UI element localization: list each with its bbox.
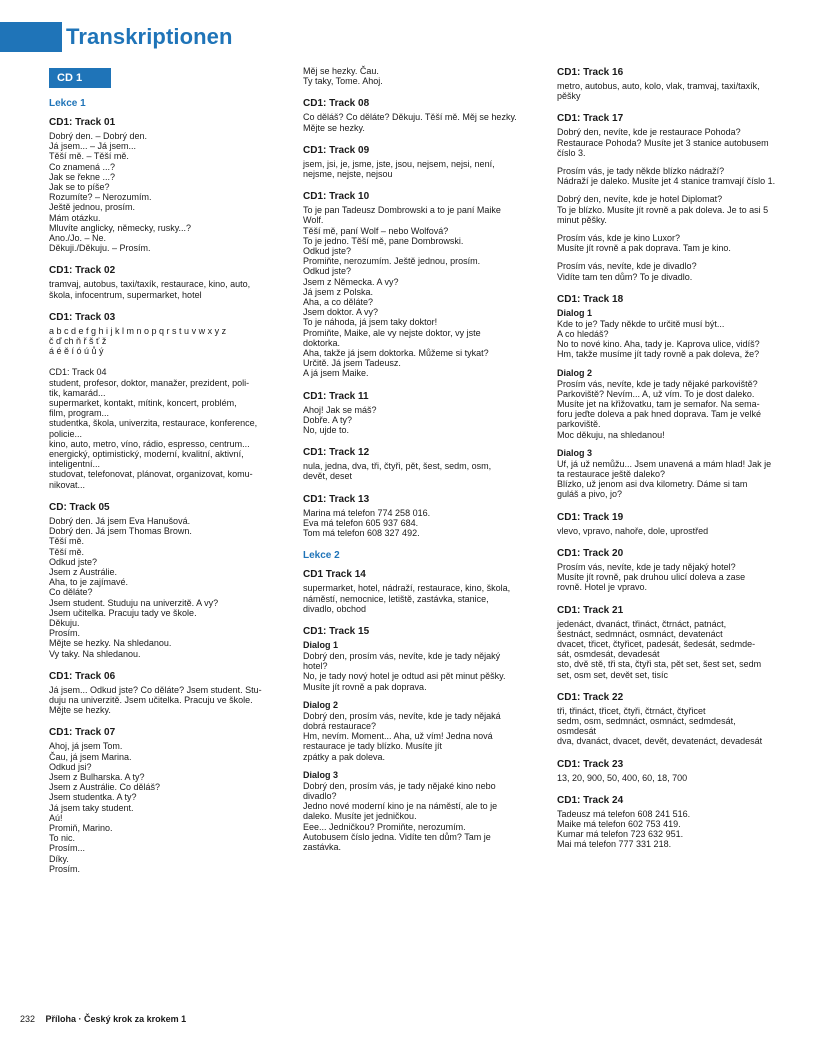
- text-line: studovat, telefonovat, plánovat, organizovat, komu-: [49, 469, 253, 480]
- text-line: A co hledáš?: [557, 329, 609, 340]
- text-line: devět, deset: [303, 471, 353, 482]
- text-line: Wolf.: [303, 215, 324, 226]
- text-line: Mějte se hezky.: [303, 122, 365, 133]
- text-line: Já jsem... – Já jsem...: [49, 141, 137, 152]
- text-line: Promiňte, nerozumím. Ještě jednou, prosím.: [303, 256, 481, 267]
- track-block: [49, 116, 284, 253]
- text-line: To je náhoda, já jsem taky doktor!: [303, 317, 438, 328]
- text-line: Těší mě, paní Wolf – nebo Wolfová?: [303, 225, 449, 236]
- text-line: Co děláte?: [49, 587, 93, 598]
- track-text: [303, 583, 543, 614]
- dialog-title: Dialog 1: [557, 307, 593, 318]
- dialog-block: [557, 368, 802, 440]
- text-line: Musíte jít rovně a pak doprava. Tam je kino.: [557, 243, 731, 254]
- track-title: CD1: Track 17: [557, 113, 624, 125]
- text-line: Autobusem číslo jedna. Vidíte ten dům? Tam je: [303, 831, 491, 842]
- dialog-block: [557, 308, 802, 360]
- text-line: Uf, já už nemůžu... Jsem unavená a mám hlad! Jak je: [557, 458, 772, 469]
- text-line: supermarket, kontakt, mítink, koncert, problém,: [49, 398, 237, 409]
- track-text: [303, 112, 543, 132]
- text-line: Prosím.: [49, 628, 81, 639]
- paragraph: [557, 194, 802, 225]
- text-line: Odkud jste?: [303, 246, 352, 257]
- text-line: Aha, a co děláte?: [303, 297, 374, 308]
- track-block: [303, 390, 543, 436]
- track-list: [557, 511, 802, 850]
- text-line: Promiň, Marino.: [49, 822, 113, 833]
- text-line: á é ě í ó ú ů ý: [49, 346, 104, 357]
- text-line: Dobrý den, prosím vás, je tady nějaké kino nebo: [303, 780, 496, 791]
- text-line: Jsem doktor. A vy?: [303, 307, 379, 318]
- text-line: minut pěšky.: [557, 214, 607, 225]
- track-text: [49, 378, 284, 490]
- track-list: [557, 66, 802, 101]
- track-block: [557, 547, 802, 593]
- text-line: sedm, osm, sedmnáct, osmnáct, sedmdesát,: [557, 715, 736, 726]
- page-footer: [20, 1014, 186, 1024]
- track-title: CD1: Track 09: [303, 144, 370, 156]
- track-title: CD1: Track 11: [303, 390, 369, 402]
- text-line: Hm, takže musíme jít tady rovně a pak doleva, že?: [557, 349, 760, 360]
- text-line: Rozumíte? – Nerozumím.: [49, 192, 152, 203]
- text-line: šestnáct, sedmnáct, osmnáct, devatenáct: [557, 628, 723, 639]
- text-line: č ď ch ň ř š ť ž: [49, 336, 107, 347]
- text-line: Dobrý den. Já jsem Eva Hanušová.: [49, 515, 191, 526]
- paragraph: [557, 127, 802, 158]
- text-line: Ty taky, Tome. Ahoj.: [303, 76, 383, 87]
- text-line: Odkud jsi?: [49, 761, 92, 772]
- dialog-block: [303, 700, 543, 762]
- text-line: hotel?: [303, 661, 328, 672]
- text-line: Mluvíte anglicky, německy, rusky...?: [49, 222, 192, 233]
- text-line: jsem, jsi, je, jsme, jste, jsou, nejsem, nejsi, není,: [303, 158, 495, 169]
- track-block: [303, 144, 543, 179]
- text-line: Prosím vás, nevíte, kde je divadlo?: [557, 261, 697, 272]
- text-line: Tadeusz má telefon 608 241 516.: [557, 808, 691, 819]
- dialog-text: [303, 651, 543, 692]
- track-title: CD1: Track 16: [557, 67, 624, 78]
- track-title: CD1: Track 23: [557, 758, 624, 770]
- column-1: [49, 66, 284, 885]
- text-line: dobrá restaurace?: [303, 720, 377, 731]
- text-line: inteligentní...: [49, 459, 101, 470]
- text-line: zastávka.: [303, 841, 342, 852]
- track-block: [49, 367, 284, 489]
- track-block: [557, 112, 802, 281]
- text-line: tik, kamarád...: [49, 387, 106, 398]
- dialog-title: Dialog 2: [557, 367, 593, 378]
- text-line: Aha, to je zajímavé.: [49, 577, 129, 588]
- text-line: Ano./Jo. – Ne.: [49, 233, 107, 244]
- track-block: [303, 568, 543, 614]
- paragraph: [557, 166, 802, 186]
- track-list: [49, 116, 284, 874]
- track-title: CD1: Track 02: [49, 265, 116, 277]
- text-line: Prosím vás, je tady někde blízko nádraží?: [557, 166, 725, 177]
- track-title: CD1: Track 03: [49, 311, 116, 323]
- lesson-heading: Lekce 1: [49, 98, 86, 109]
- track-block: [49, 670, 284, 716]
- track-block: [557, 66, 802, 101]
- text-line: divadlo?: [303, 790, 337, 801]
- text-line: Musíte jít rovně a pak doprava.: [303, 681, 427, 692]
- text-line: Mějte se hezky. Na shledanou.: [49, 638, 172, 649]
- track-text: [303, 159, 543, 179]
- track-block: [303, 190, 543, 378]
- dialog-text: [557, 379, 802, 440]
- text-line: film, program...: [49, 408, 110, 419]
- text-line: číslo 3.: [557, 147, 586, 158]
- text-line: sto, dvě stě, tři sta, čtyři sta, pět set, šest set, sedm: [557, 659, 762, 670]
- text-line: Měj se hezky. Čau.: [303, 66, 379, 76]
- text-line: To je jedno. Těší mě, pane Dombrowski.: [303, 235, 464, 246]
- track-title: CD1 Track 14: [303, 569, 366, 581]
- dialog-title: Dialog 3: [557, 447, 593, 458]
- track-text: [303, 405, 543, 436]
- text-line: Jedno nové moderní kino je na náměstí, ale to je: [303, 801, 498, 812]
- text-line: restaurace je tady blízko. Musíte jít: [303, 741, 443, 752]
- text-line: Kumar má telefon 723 632 951.: [557, 829, 684, 840]
- text-line: Marina má telefon 774 258 016.: [303, 507, 431, 518]
- lesson-heading: Lekce 2: [303, 550, 340, 562]
- text-line: Jsem student. Studuju na univerzitě. A vy?: [49, 597, 219, 608]
- text-line: No, je tady nový hotel je odtud asi pět minut pěšky.: [303, 671, 506, 682]
- text-line: Určitě. Já jsem Tadeusz.: [303, 358, 401, 369]
- title-accent-bar: [0, 22, 62, 52]
- text-line: Těší mě.: [49, 536, 85, 547]
- track-block: [49, 726, 284, 874]
- dialog-text: [557, 319, 802, 360]
- track-block: [303, 446, 543, 481]
- text-line: Jsem z Austrálie. Co děláš?: [49, 782, 161, 793]
- text-line: nikovat...: [49, 479, 86, 490]
- track-title: CD1: Track 08: [303, 98, 370, 110]
- track-dialogs: [303, 625, 543, 852]
- track-title: CD1: Track 10: [303, 191, 370, 203]
- page-title: Transkriptionen: [66, 24, 233, 49]
- text-line: foru jeďte doleva a pak hned doprava. Tam je velké: [557, 409, 761, 420]
- text-line: doktorka.: [303, 337, 341, 348]
- text-line: Jsem studentka. A ty?: [49, 792, 137, 803]
- track-title: CD1: Track 07: [49, 727, 116, 739]
- text-line: Maike má telefon 602 753 419.: [557, 818, 681, 829]
- text-line: Jsem učitelka. Pracuju tady ve škole.: [49, 607, 197, 618]
- text-line: osmdesát: [557, 726, 597, 737]
- track-block: [557, 511, 802, 536]
- text-line: Těší mě.: [49, 546, 85, 557]
- track-text: [49, 685, 284, 716]
- text-line: daleko. Musíte jet jedničkou.: [303, 811, 417, 822]
- text-line: student, profesor, doktor, manažer, prezident, poli-: [49, 377, 250, 388]
- text-line: studentka, škola, univerzita, restaurace, konference,: [49, 418, 258, 429]
- text-line: Díky.: [49, 853, 69, 864]
- text-line: Já jsem z Polska.: [303, 286, 374, 297]
- text-line: Prosím vás, kde je kino Luxor?: [557, 233, 681, 244]
- continued-text: [303, 66, 543, 86]
- track-text: [303, 461, 543, 481]
- track-block: [557, 794, 802, 850]
- text-line: dvacet, třicet, čtyřicet, padesát, šedesát, sedmde-: [557, 638, 756, 649]
- track-title: CD1: Track 19: [557, 511, 624, 523]
- text-line: To je pan Tadeusz Dombrowski a to je paní Maike: [303, 205, 501, 216]
- dialog-text: [303, 711, 543, 762]
- track-list: [303, 568, 543, 614]
- text-line: Mějte se hezky.: [49, 705, 111, 716]
- paragraph: [557, 233, 802, 253]
- text-line: vlevo, vpravo, nahoře, dole, uprostřed: [557, 525, 709, 536]
- cd-label: CD 1: [49, 68, 111, 88]
- text-line: Dobrý den. – Dobrý den.: [49, 131, 148, 141]
- text-line: Dobrý den. Já jsem Thomas Brown.: [49, 526, 192, 537]
- text-line: Dobrý den, prosím vás, nevíte, kde je tady nějaká: [303, 710, 501, 721]
- track-dialogs: [557, 293, 802, 500]
- track-title: CD1: Track 21: [557, 604, 624, 616]
- text-line: Já jsem... Odkud jste? Co děláte? Jsem student. Stu-: [49, 684, 262, 695]
- text-line: Prosím.: [49, 863, 81, 874]
- text-line: náměstí, nemocnice, letiště, zastávka, stanice,: [303, 593, 489, 604]
- text-line: Tom má telefon 608 327 492.: [303, 528, 420, 539]
- track-title: CD1: Track 20: [557, 547, 624, 559]
- text-line: Těší mě. – Těší mě.: [49, 151, 129, 162]
- text-line: Prosím vás, nevíte, kde je tady nějaké parkoviště?: [557, 378, 758, 389]
- text-line: ta restaurace ještě daleko?: [557, 469, 666, 480]
- column-2: [303, 66, 543, 863]
- page-number: 232: [20, 1014, 36, 1024]
- text-line: Co znamená ...?: [49, 161, 116, 172]
- track-text: [303, 508, 543, 539]
- text-line: Jsem z Německa. A vy?: [303, 276, 399, 287]
- dialog-text: [557, 459, 802, 500]
- track-text: [49, 516, 284, 659]
- dialog-title: Dialog 1: [303, 639, 339, 650]
- text-line: sát, osmdesát, devadesát: [557, 649, 660, 660]
- text-line: nejsme, nejste, nejsou: [303, 169, 393, 180]
- track-block: [557, 604, 802, 680]
- track-block: [303, 625, 543, 852]
- text-line: To je blízko. Musíte jít rovně a pak doleva. Je to asi 5: [557, 204, 769, 215]
- text-line: Prosím vás, nevíte, kde je tady nějaký hotel?: [557, 561, 736, 572]
- track-title: CD: Track 05: [49, 501, 110, 513]
- track-list: [303, 97, 543, 538]
- text-line: Restaurace Pohoda? Musíte jet 3 stanice autobusem: [557, 137, 769, 148]
- track-title: CD1: Track 24: [557, 794, 624, 806]
- text-line: Parkoviště? Nevím... A, už vím. To je dost daleko.: [557, 388, 755, 399]
- text-line: Mám otázku.: [49, 212, 101, 223]
- text-line: supermarket, hotel, nádraží, restaurace, kino, škola,: [303, 583, 511, 594]
- track-title: CD1: Track 15: [303, 625, 370, 637]
- track-text: [557, 809, 802, 850]
- text-line: Musíte jít rovně, pak druhou ulicí doleva a zase: [557, 572, 746, 583]
- text-line: škola, infocentrum, supermarket, hotel: [49, 289, 202, 300]
- text-line: Blízko, už jenom asi dva kilometry. Dáme si tam: [557, 479, 748, 490]
- track-text: [557, 562, 802, 593]
- track-title: CD1: Track 01: [49, 117, 116, 128]
- track-text: [49, 741, 284, 874]
- track-block: [49, 311, 284, 357]
- text-line: Odkud jste?: [49, 556, 98, 567]
- text-line: Vidíte tam ten dům? To je divadlo.: [557, 271, 693, 282]
- text-line: a b c d e f g h i j k l m n o p q r s t u v w x y z: [49, 325, 227, 336]
- track-title: CD1: Track 04: [49, 367, 107, 378]
- track-block: [557, 758, 802, 783]
- text-line: set, osm set, devět set, tisíc: [557, 669, 669, 680]
- text-line: Odkud jste?: [303, 266, 352, 277]
- text-line: Já jsem taky student.: [49, 802, 134, 813]
- text-line: Jak se řekne ...?: [49, 171, 116, 182]
- text-line: nula, jedna, dva, tři, čtyři, pět, šest, sedm, osm,: [303, 461, 492, 472]
- text-line: Kde to je? Tady někde to určitě musí být...: [557, 318, 725, 329]
- text-line: rovně. Hotel je vpravo.: [557, 582, 648, 593]
- text-line: energický, optimistický, moderní, kvalitní, aktivní,: [49, 449, 244, 460]
- text-line: Dobrý den, prosím vás, nevíte, kde je tady nějaký: [303, 650, 501, 661]
- track-text: [49, 131, 284, 253]
- paragraph: [557, 261, 802, 281]
- dialog-block: [303, 770, 543, 852]
- track-text: [557, 619, 802, 680]
- book-title: Příloha · Český krok za krokem 1: [45, 1014, 187, 1024]
- text-line: Hm, nevím. Moment... Aha, už vím! Jedna nová: [303, 731, 493, 742]
- track-block: [49, 501, 284, 659]
- column-3: [557, 66, 802, 861]
- text-line: Promiňte, Maike, ale vy nejste doktor, vy jste: [303, 327, 481, 338]
- dialog-block: [557, 448, 802, 500]
- text-line: Dobrý den, nevíte, kde je hotel Diplomat?: [557, 194, 723, 205]
- track-block: [303, 493, 543, 539]
- text-line: Děkuju.: [49, 617, 80, 628]
- track-title: CD1: Track 06: [49, 670, 116, 682]
- track-text: [49, 326, 284, 357]
- track-text: [557, 773, 802, 783]
- text-line: Dobře. A ty?: [303, 414, 353, 425]
- text-line: duju na univerzitě. Jsem učitelka. Pracuju ve škole.: [49, 694, 253, 705]
- text-line: Děkuji./Děkuju. – Prosím.: [49, 243, 151, 254]
- text-line: Ahoj, já jsem Tom.: [49, 741, 123, 752]
- text-line: dva, dvanáct, dvacet, devět, devatenáct, devadesát: [557, 736, 763, 747]
- text-line: Musíte jet na křižovatku, tam je semafor. Na sema-: [557, 399, 760, 410]
- dialog-text: [303, 781, 543, 852]
- track-paragraphs: [557, 112, 802, 281]
- text-line: jedenáct, dvanáct, třináct, čtrnáct, patnáct,: [557, 618, 727, 629]
- text-line: Moc děkuju, na shledanou!: [557, 429, 665, 440]
- text-line: policie...: [49, 428, 83, 439]
- track-block: [557, 691, 802, 747]
- text-line: No, ujde to.: [303, 425, 350, 436]
- track-text: [557, 526, 802, 536]
- text-line: pěšky: [557, 91, 581, 102]
- text-line: Mai má telefon 777 331 218.: [557, 839, 672, 850]
- text-line: Aú!: [49, 812, 63, 823]
- dialog-block: [303, 640, 543, 692]
- text-line: Vy taky. Na shledanou.: [49, 648, 141, 659]
- text-line: Jak se to píše?: [49, 182, 110, 193]
- text-line: Ahoj! Jak se máš?: [303, 404, 377, 415]
- track-block: [49, 264, 284, 299]
- text-line: divadlo, obchod: [303, 603, 367, 614]
- track-title: CD1: Track 22: [557, 691, 624, 703]
- text-line: 13, 20, 900, 50, 400, 60, 18, 700: [557, 772, 688, 783]
- text-line: Prosím...: [49, 843, 86, 854]
- track-block: [303, 97, 543, 132]
- track-title: CD1: Track 12: [303, 447, 370, 459]
- track-text: [557, 81, 802, 101]
- text-line: Aha, takže já jsem doktorka. Můžeme si tykat?: [303, 348, 489, 359]
- dialog-title: Dialog 3: [303, 769, 339, 780]
- text-line: guláš a pivo, jo?: [557, 489, 623, 500]
- text-line: To nic.: [49, 833, 76, 844]
- text-line: Jsem z Bulharska. A ty?: [49, 771, 145, 782]
- track-text: [303, 205, 543, 378]
- text-line: parkoviště.: [557, 419, 601, 430]
- track-title: CD1: Track 18: [557, 293, 624, 305]
- text-line: No to nové kino. Aha, tady je. Kaprova ulice, vidíš?: [557, 339, 760, 350]
- track-text: [49, 279, 284, 299]
- text-line: kino, auto, metro, víno, rádio, espresso, centrum...: [49, 438, 250, 449]
- text-line: zpátky a pak doleva.: [303, 751, 386, 762]
- text-line: Čau, já jsem Marina.: [49, 751, 132, 762]
- dialog-title: Dialog 2: [303, 699, 339, 710]
- text-line: Eee... Jedničkou? Promiňte, nerozumím.: [303, 821, 466, 832]
- track-text: [557, 706, 802, 747]
- track-title: CD1: Track 13: [303, 493, 370, 505]
- text-line: Eva má telefon 605 937 684.: [303, 517, 419, 528]
- text-line: tři, třináct, třicet, čtyři, čtrnáct, čtyřicet: [557, 705, 706, 716]
- track-block: [557, 293, 802, 500]
- text-line: tramvaj, autobus, taxi/taxík, restaurace, kino, auto,: [49, 279, 251, 290]
- text-line: Co děláš? Co děláte? Děkuju. Těší mě. Měj se hezky.: [303, 112, 517, 123]
- text-line: metro, autobus, auto, kolo, vlak, tramvaj, taxi/taxík,: [557, 81, 760, 91]
- text-line: Ještě jednou, prosím.: [49, 202, 136, 213]
- text-line: Jsem z Austrálie.: [49, 566, 118, 577]
- text-line: Dobrý den, nevíte, kde je restaurace Pohoda?: [557, 127, 741, 138]
- text-line: Nádraží je daleko. Musíte jet 4 stanice tramvají číslo 1.: [557, 176, 776, 187]
- text-line: A já jsem Maike.: [303, 368, 369, 379]
